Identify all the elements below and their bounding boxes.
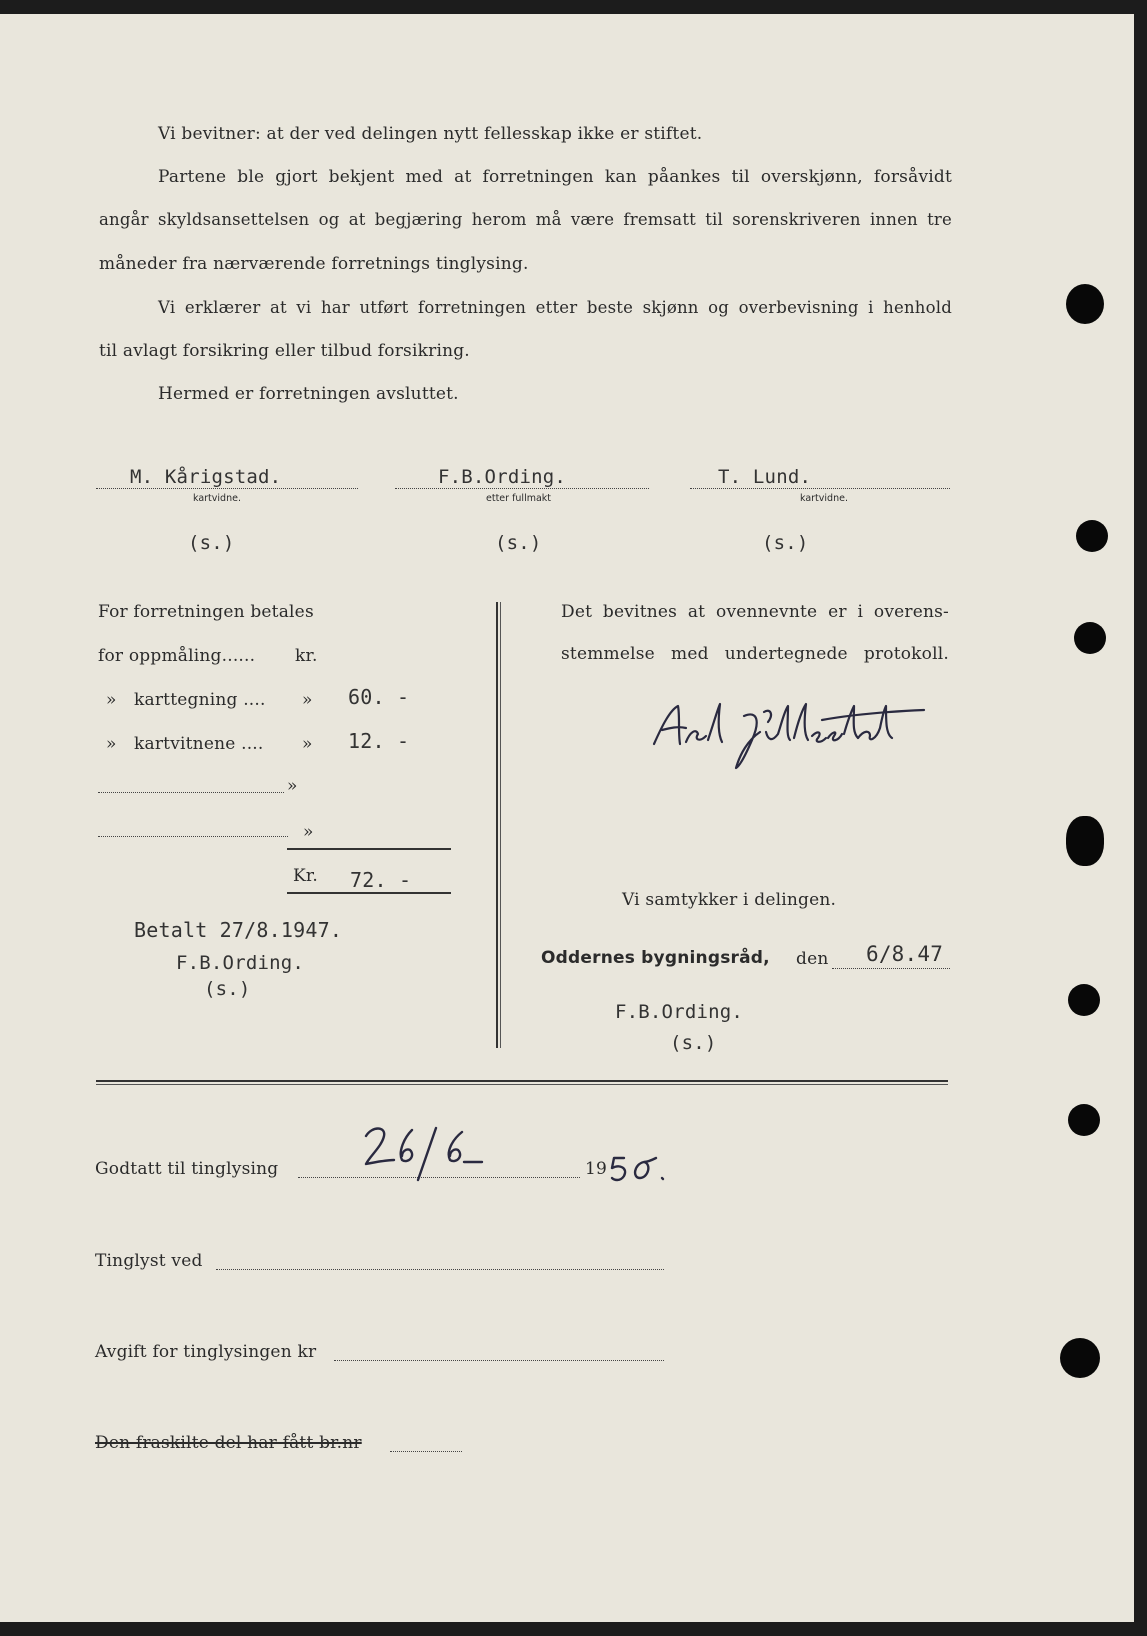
fees-kartvitnene-value: 12. -: [348, 729, 410, 753]
paragraph-appeal-line3: måneder fra nærværende forretnings tinglysing.: [99, 254, 529, 274]
attestation-line1: Det bevitnes at ovennevnte er i overens-: [561, 602, 949, 622]
punch-hole-3: [1074, 622, 1106, 654]
consent-council: Oddernes bygningsråd,: [541, 948, 770, 968]
vertical-divider-right: [500, 602, 501, 1048]
fees-karttegning-value: 60. -: [348, 685, 410, 709]
consent-den: den: [796, 949, 829, 969]
fees-karttegning-mark: »: [106, 690, 117, 710]
signature-role-3: kartvidne.: [800, 493, 848, 504]
fees-oppmaling-label: for oppmåling......: [98, 646, 256, 666]
approved-year-handwritten: [610, 1154, 670, 1184]
paragraph-fellesskap: Vi bevitner: at der ved delingen nytt fellesskap ikke er stiftet.: [158, 124, 703, 144]
consent-date-line: [832, 968, 950, 969]
payment-date: Betalt 27/8.1947.: [134, 918, 343, 942]
consent-date: 6/8.47: [866, 942, 944, 966]
fees-blank-line-2: [98, 836, 288, 837]
fees-karttegning-label: karttegning ....: [134, 690, 266, 710]
fees-kartvitnene-label: kartvitnene ....: [134, 734, 264, 754]
signature-role-2: etter fullmakt: [486, 493, 552, 504]
fees-total-top-rule: [287, 848, 451, 850]
signature-sign-1: (s.): [188, 532, 235, 554]
payment-signer: F.B.Ording.: [176, 952, 305, 974]
approved-label: Godtatt til tinglysing: [95, 1159, 279, 1179]
punch-hole-6: [1068, 1104, 1100, 1136]
fee-line: [334, 1360, 664, 1361]
handwritten-signature: [648, 692, 928, 782]
registered-label: Tinglyst ved: [95, 1251, 203, 1271]
signature-sign-3: (s.): [762, 532, 809, 554]
punch-hole-1: [1066, 284, 1104, 324]
approved-date-handwritten: [364, 1122, 494, 1182]
paragraph-declaration-line1: Vi erklærer at vi har utført forretningen etter beste skjønn og overbevisning i henhold: [158, 298, 952, 317]
fees-total-bottom-rule: [287, 892, 451, 894]
consent-text: Vi samtykker i delingen.: [622, 890, 837, 910]
consent-signer: F.B.Ording.: [615, 1001, 744, 1023]
attestation-line2: stemmelse med undertegnede protokoll.: [561, 644, 949, 664]
paragraph-appeal-line2: angår skyldsansettelsen og at begjæring herom må være fremsatt til sorenskriveren innen tre: [99, 210, 952, 229]
punch-hole-2: [1076, 520, 1108, 552]
consent-sign: (s.): [670, 1032, 717, 1054]
fees-kartvitnene-mark: »: [106, 734, 117, 754]
signature-name-1: M. Kårigstad.: [130, 466, 282, 488]
fees-blank-line-1: [98, 792, 284, 793]
payment-sign: (s.): [204, 978, 251, 1000]
punch-hole-7: [1060, 1338, 1100, 1378]
signature-name-3: T. Lund.: [718, 466, 812, 488]
fee-label: Avgift for tinglysingen kr: [95, 1342, 317, 1362]
document-page: [0, 14, 1134, 1622]
paragraph-declaration-line2: til avlagt forsikring eller tilbud forsikring.: [99, 341, 470, 361]
signature-sign-2: (s.): [495, 532, 542, 554]
signature-role-1: kartvidne.: [193, 493, 241, 504]
section-rule-bottom: [96, 1084, 948, 1085]
fees-blank-unit-1: »: [287, 776, 298, 796]
fees-total-value: 72. -: [350, 868, 412, 892]
punch-hole-5: [1068, 984, 1100, 1016]
struck-line: [390, 1451, 462, 1452]
struck-label: Den fraskilte del har fått br.nr: [95, 1433, 362, 1453]
fees-oppmaling-unit: kr.: [295, 646, 318, 666]
paragraph-closing: Hermed er forretningen avsluttet.: [158, 384, 459, 404]
signature-line-1: [96, 488, 358, 489]
approved-year-prefix: 19: [585, 1159, 608, 1179]
registered-line: [216, 1269, 664, 1270]
fees-kartvitnene-unit: »: [302, 734, 313, 754]
punch-hole-4: [1066, 816, 1104, 866]
signature-line-3: [690, 488, 950, 489]
vertical-divider-left: [496, 602, 498, 1048]
section-rule-top: [96, 1080, 948, 1082]
signature-line-2: [395, 488, 649, 489]
fees-heading: For forretningen betales: [98, 602, 314, 622]
paragraph-appeal-line1: Partene ble gjort bekjent med at forretningen kan påankes til overskjønn, forsåvidt: [158, 167, 952, 187]
signature-name-2: F.B.Ording.: [438, 466, 567, 488]
fees-blank-unit-2: »: [303, 822, 314, 842]
fees-total-label: Kr.: [293, 866, 318, 886]
fees-karttegning-unit: »: [302, 690, 313, 710]
